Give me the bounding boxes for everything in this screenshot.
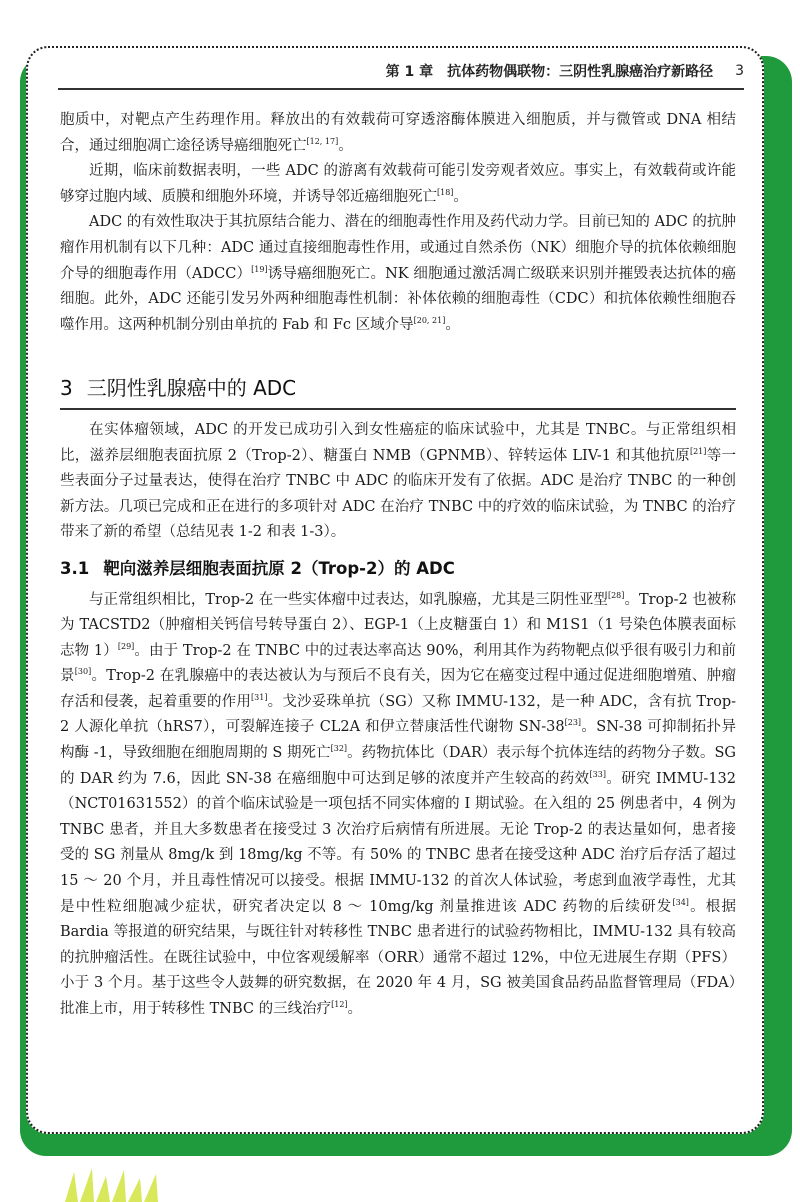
book-page	[26, 46, 764, 1134]
page-number: 3	[735, 63, 744, 79]
chapter-title: 抗体药物偶联物：三阴性乳腺癌治疗新路径	[447, 64, 714, 80]
header-rule	[58, 88, 744, 90]
paragraph-3: ADC 的有效性取决于其抗原结合能力、潜在的细胞毒性作用及药代动力学。目前已知的 ADC 的抗肿瘤作用机制有以下几种：ADC 通过直接细胞毒性作用，或通过自然杀伤（NK）细胞介导的抗体依赖细胞介导的细胞毒作用（ADCC）[19]诱导癌细胞死亡。NK 细胞通过激活凋亡级联来识别并摧毁表达抗体的癌细胞。此外，ADC 还能引发另外两种细胞毒性机制：补体依赖的细胞毒性（CDC）和抗体依赖性细胞吞噬作用。这两种机制分别由单抗的 Fab 和 Fc 区域介导[20, 21]。	[60, 214, 736, 333]
section-3-1-heading	[60, 556, 736, 582]
paragraph-4: 在实体瘤领域，ADC 的开发已成功引入到女性癌症的临床试验中，尤其是 TNBC。与正常组织相比，滋养层细胞表面抗原 2（Trop-2）、糖蛋白 NMB（GPNMB）、锌转运体 LIV-1 和其他抗原[21]等一些表面分子过量表达，使得在治疗 TNBC 中 ADC 的临床开发有了依据。ADC 是治疗 TNBC 的一种创新方法。几项已完成和正在进行的多项针对 ADC 在治疗 TNBC 中的疗效的临床试验，为 TNBC 的治疗带来了新的希望（总结见表 1-2 和表 1-3）。	[60, 421, 736, 541]
grass-decoration-icon	[60, 1168, 170, 1202]
section-number: 3	[60, 376, 73, 401]
section-3-heading	[60, 376, 736, 410]
section-title: 三阴性乳腺癌中的 ADC	[86, 376, 297, 401]
subsection-title: 靶向滋养层细胞表面抗原 2（Trop-2）的 ADC	[103, 558, 455, 578]
running-header	[58, 58, 744, 84]
subsection-number: 3.1	[60, 558, 90, 578]
chapter-label: 第 1 章	[385, 64, 434, 80]
paragraph-2: 近期，临床前数据表明，一些 ADC 的游离有效载荷可能引发旁观者效应。事实上，有效载荷或许能够穿过胞内域、质膜和细胞外环境，并诱导邻近癌细胞死亡[18]。	[60, 163, 736, 205]
body-text	[60, 108, 736, 1023]
paragraph-5: 与正常组织相比，Trop-2 在一些实体瘤中过表达，如乳腺癌，尤其是三阴性亚型[28]。Trop-2 也被称为 TACSTD2（肿瘤相关钙信号转导蛋白 2）、EGP-1（上皮糖蛋白 1）和 M1S1（1 号染色体膜表面标志物 1）[29]。由于 Trop-2 在 TNBC 中的过表达率高达 90%，利用其作为药物靶点似乎很有吸引力和前景[30]。Trop-2 在乳腺癌中的表达被认为与预后不良有关，因为它在癌变过程中通过促进细胞增殖、肿瘤存活和侵袭，起着重要的作用[31]。戈沙妥珠单抗（SG）又称 IMMU-132，是一种 ADC，含有抗 Trop-2 人源化单抗（hRS7），可裂解连接子 CL2A 和伊立替康活性代谢物 SN-38[23]。SN-38 可抑制拓扑异构酶 -1，导致细胞在细胞周期的 S 期死亡[32]。药物抗体比（DAR）表示每个抗体连结的药物分子数。SG 的 DAR 约为 7.6，因此 SN-38 在癌细胞中可达到足够的浓度并产生较高的药效[33]。研究 IMMU-132（NCT01631552）的首个临床试验是一项包括不同实体瘤的 I 期试验。在入组的 25 例患者中，4 例为 TNBC 患者，并且大多数患者在接受过 3 次治疗后病情有所进展。无论 Trop-2 的表达量如何，患者接受的 SG 剂量从 8mg/k 到 18mg/kg 不等。有 50% 的 TNBC 患者在接受这种 ADC 治疗后存活了超过 15 ～ 20 个月，并且毒性情况可以接受。根据 IMMU-132 的首次人体试验，考虑到血液学毒性，尤其是中性粒细胞减少症状，研究者决定以 8 ～ 10mg/kg 剂量推进该 ADC 药物的后续研发[34]。根据 Bardia 等报道的研究结果，与既往针对转移性 TNBC 患者进行的试验药物相比，IMMU-132 具有较高的抗肿瘤活性。在既往试验中，中位客观缓解率（ORR）通常不超过 12%，中位无进展生存期（PFS）小于 3 个月。基于这些令人鼓舞的研究数据，在 2020 年 4 月，SG 被美国食品药品监督管理局（FDA）批准上市，用于转移性 TNBC 的三线治疗[12]。	[60, 590, 737, 1017]
paragraph-1: 胞质中，对靶点产生药理作用。释放出的有效载荷可穿透溶酶体膜进入细胞质，并与微管或 DNA 相结合，通过细胞凋亡途径诱导癌细胞死亡[12, 17]。	[60, 112, 736, 154]
